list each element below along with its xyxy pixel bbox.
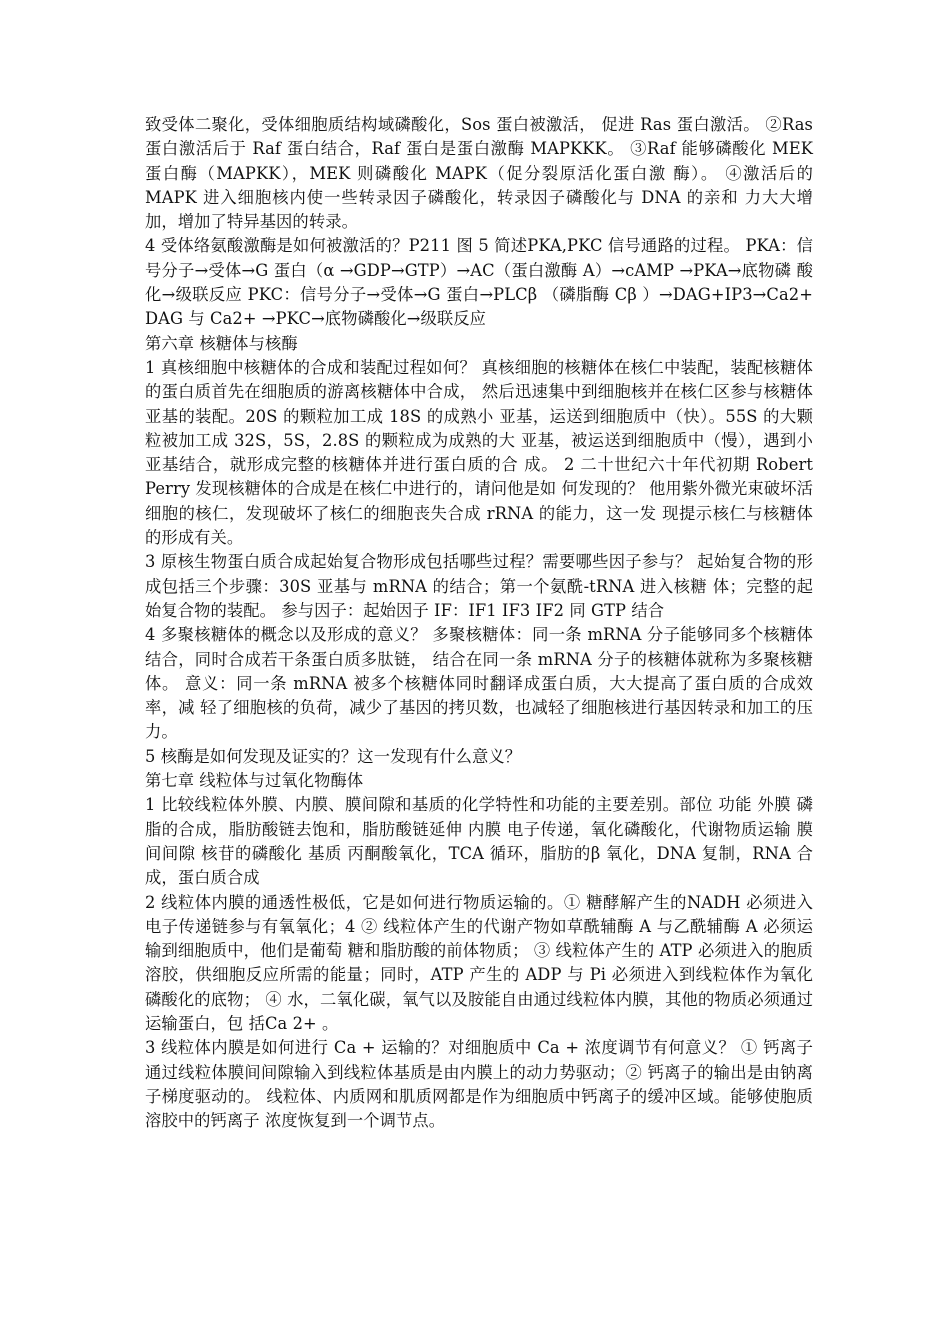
chapter-6-heading: 第六章 核糖体与核酶 <box>145 333 298 353</box>
paragraph-question-4-pka-pkc: 4 受体络氨酸激酶是如何被激活的？P211 图 5 简述PKA,PKC 信号通路的过程。 PKA：信号分子→受体→G 蛋白（α →GDP→GTP）→AC（蛋白激酶 A）→cAMP →PKA→底物磷 酸化→级联反应 PKC：信号分子→受体→G 蛋白→PLCβ （磷脂酶 Cβ ）→DAG+IP3→Ca2+ DAG 与 Ca2+ →PKC→底物磷酸化→级联反应 <box>145 236 813 329</box>
chapter-7-heading: 第七章 线粒体与过氧化物酶体 <box>145 771 364 791</box>
document-page <box>145 113 813 1133</box>
paragraph-initiation-complex: 3 原核生物蛋白质合成起始复合物形成包括哪些过程？需要哪些因子参与？ 起始复合物的形成包括三个步骤：30S 亚基与 mRNA 的结合；第一个氨酰-tRNA 进入核糖 体；完整的起始复合物的装配。 参与因子：起始因子 IF：IF1 IF3 IF2 同 GTP 结合 <box>145 552 813 620</box>
paragraph-ribozyme-question: 5 核酶是如何发现及证实的？这一发现有什么意义？ <box>145 746 522 766</box>
paragraph-polyribosome: 4 多聚核糖体的概念以及形成的意义？ 多聚核糖体：同一条 mRNA 分子能够同多个核糖体结合，同时合成若干条蛋白质多肽链， 结合在同一条 mRNA 分子的核糖体就称为多聚核糖体。 意义：同一条 mRNA 被多个核糖体同时翻译成蛋白质，大大提高了蛋白质的合成效率，减 轻了细胞核的负荷，减少了基因的拷贝数，也减轻了细胞核进行基因转录和加工的压力。 <box>145 625 813 742</box>
paragraph-calcium-transport: 3 线粒体内膜是如何进行 Ca + 运输的？对细胞质中 Ca + 浓度调节有何意义？ ① 钙离子通过线粒体膜间间隙输入到线粒体基质是由内膜上的动力势驱动；② 钙离子的输出是由钠离子梯度驱动的。 线粒体、内质网和肌质网都是作为细胞质中钙离子的缓冲区域。能够使胞质溶胶中的钙离子 浓度恢复到一个调节点。 <box>145 1038 813 1131</box>
paragraph-inner-membrane-transport: 2 线粒体内膜的通透性极低，它是如何进行物质运输的。① 糖酵解产生的NADH 必须进入电子传递链参与有氧氧化；4 ② 线粒体产生的代谢产物如草酰辅酶 A 与乙酰辅酶 A 必须运输到细胞质中，他们是葡萄 糖和脂肪酸的前体物质； ③ 线粒体产生的 ATP 必须进入的胞质溶胶，供细胞反应所需的能量；同时，ATP 产生的 ADP 与 Pi 必须进入到线粒体作为氧化磷酸化的底物； ④ 水，二氧化碳，氧气以及胺能自由通过线粒体内膜，其他的物质必须通过运输蛋白，包 括Ca 2+ 。 <box>145 892 813 1033</box>
paragraph-mitochondria-compartments: 1 比较线粒体外膜、内膜、膜间隙和基质的化学特性和功能的主要差别。部位 功能 外膜 磷脂的合成，脂肪酸链去饱和，脂肪酸链延伸 内膜 电子传递，氧化磷酸化，代谢物质运输 膜间间隙 核苷的磷酸化 基质 丙酮酸氧化，TCA 循环，脂肪的β 氧化，DNA 复制，RNA 合成，蛋白质合成 <box>145 795 813 888</box>
paragraph-ribosome-assembly: 1 真核细胞中核糖体的合成和装配过程如何？ 真核细胞的核糖体在核仁中装配，装配核糖体的蛋白质首先在细胞质的游离核糖体中合成， 然后迅速集中到细胞核并在核仁区参与核糖体亚基的装配。20S 的颗粒加工成 18S 的成熟小 亚基，运送到细胞质中（快）。55S 的大颗粒被加工成 32S，5S，2.8S 的颗粒成为成熟的大 亚基，被运送到细胞质中（慢），遇到小亚基结合，就形成完整的核糖体并进行蛋白质的合 成。 2 二十世纪六十年代初期 Robert Perry 发现核糖体的合成是在核仁中进行的，请问他是如 何发现的？ 他用紫外微光束破坏活细胞的核仁，发现破坏了核仁的细胞丧失合成 rRNA 的能力，这一发 现提示核仁与核糖体的形成有关。 <box>145 357 813 548</box>
paragraph-mapk-pathway: 致受体二聚化，受体细胞质结构域磷酸化，Sos 蛋白被激活， 促进 Ras 蛋白激活。 ②Ras 蛋白激活后于 Raf 蛋白结合，Raf 蛋白是蛋白激酶 MAPKKK。 ③Raf 能够磷酸化 MEK 蛋白酶（MAPKK），MEK 则磷酸化 MAPK（促分裂原活化蛋白激 酶）。 ④激活后的 MAPK 进入细胞核内使一些转录因子磷酸化，转录因子磷酸化与 DNA 的亲和 力大大增加，增加了特异基因的转录。 <box>145 115 813 232</box>
